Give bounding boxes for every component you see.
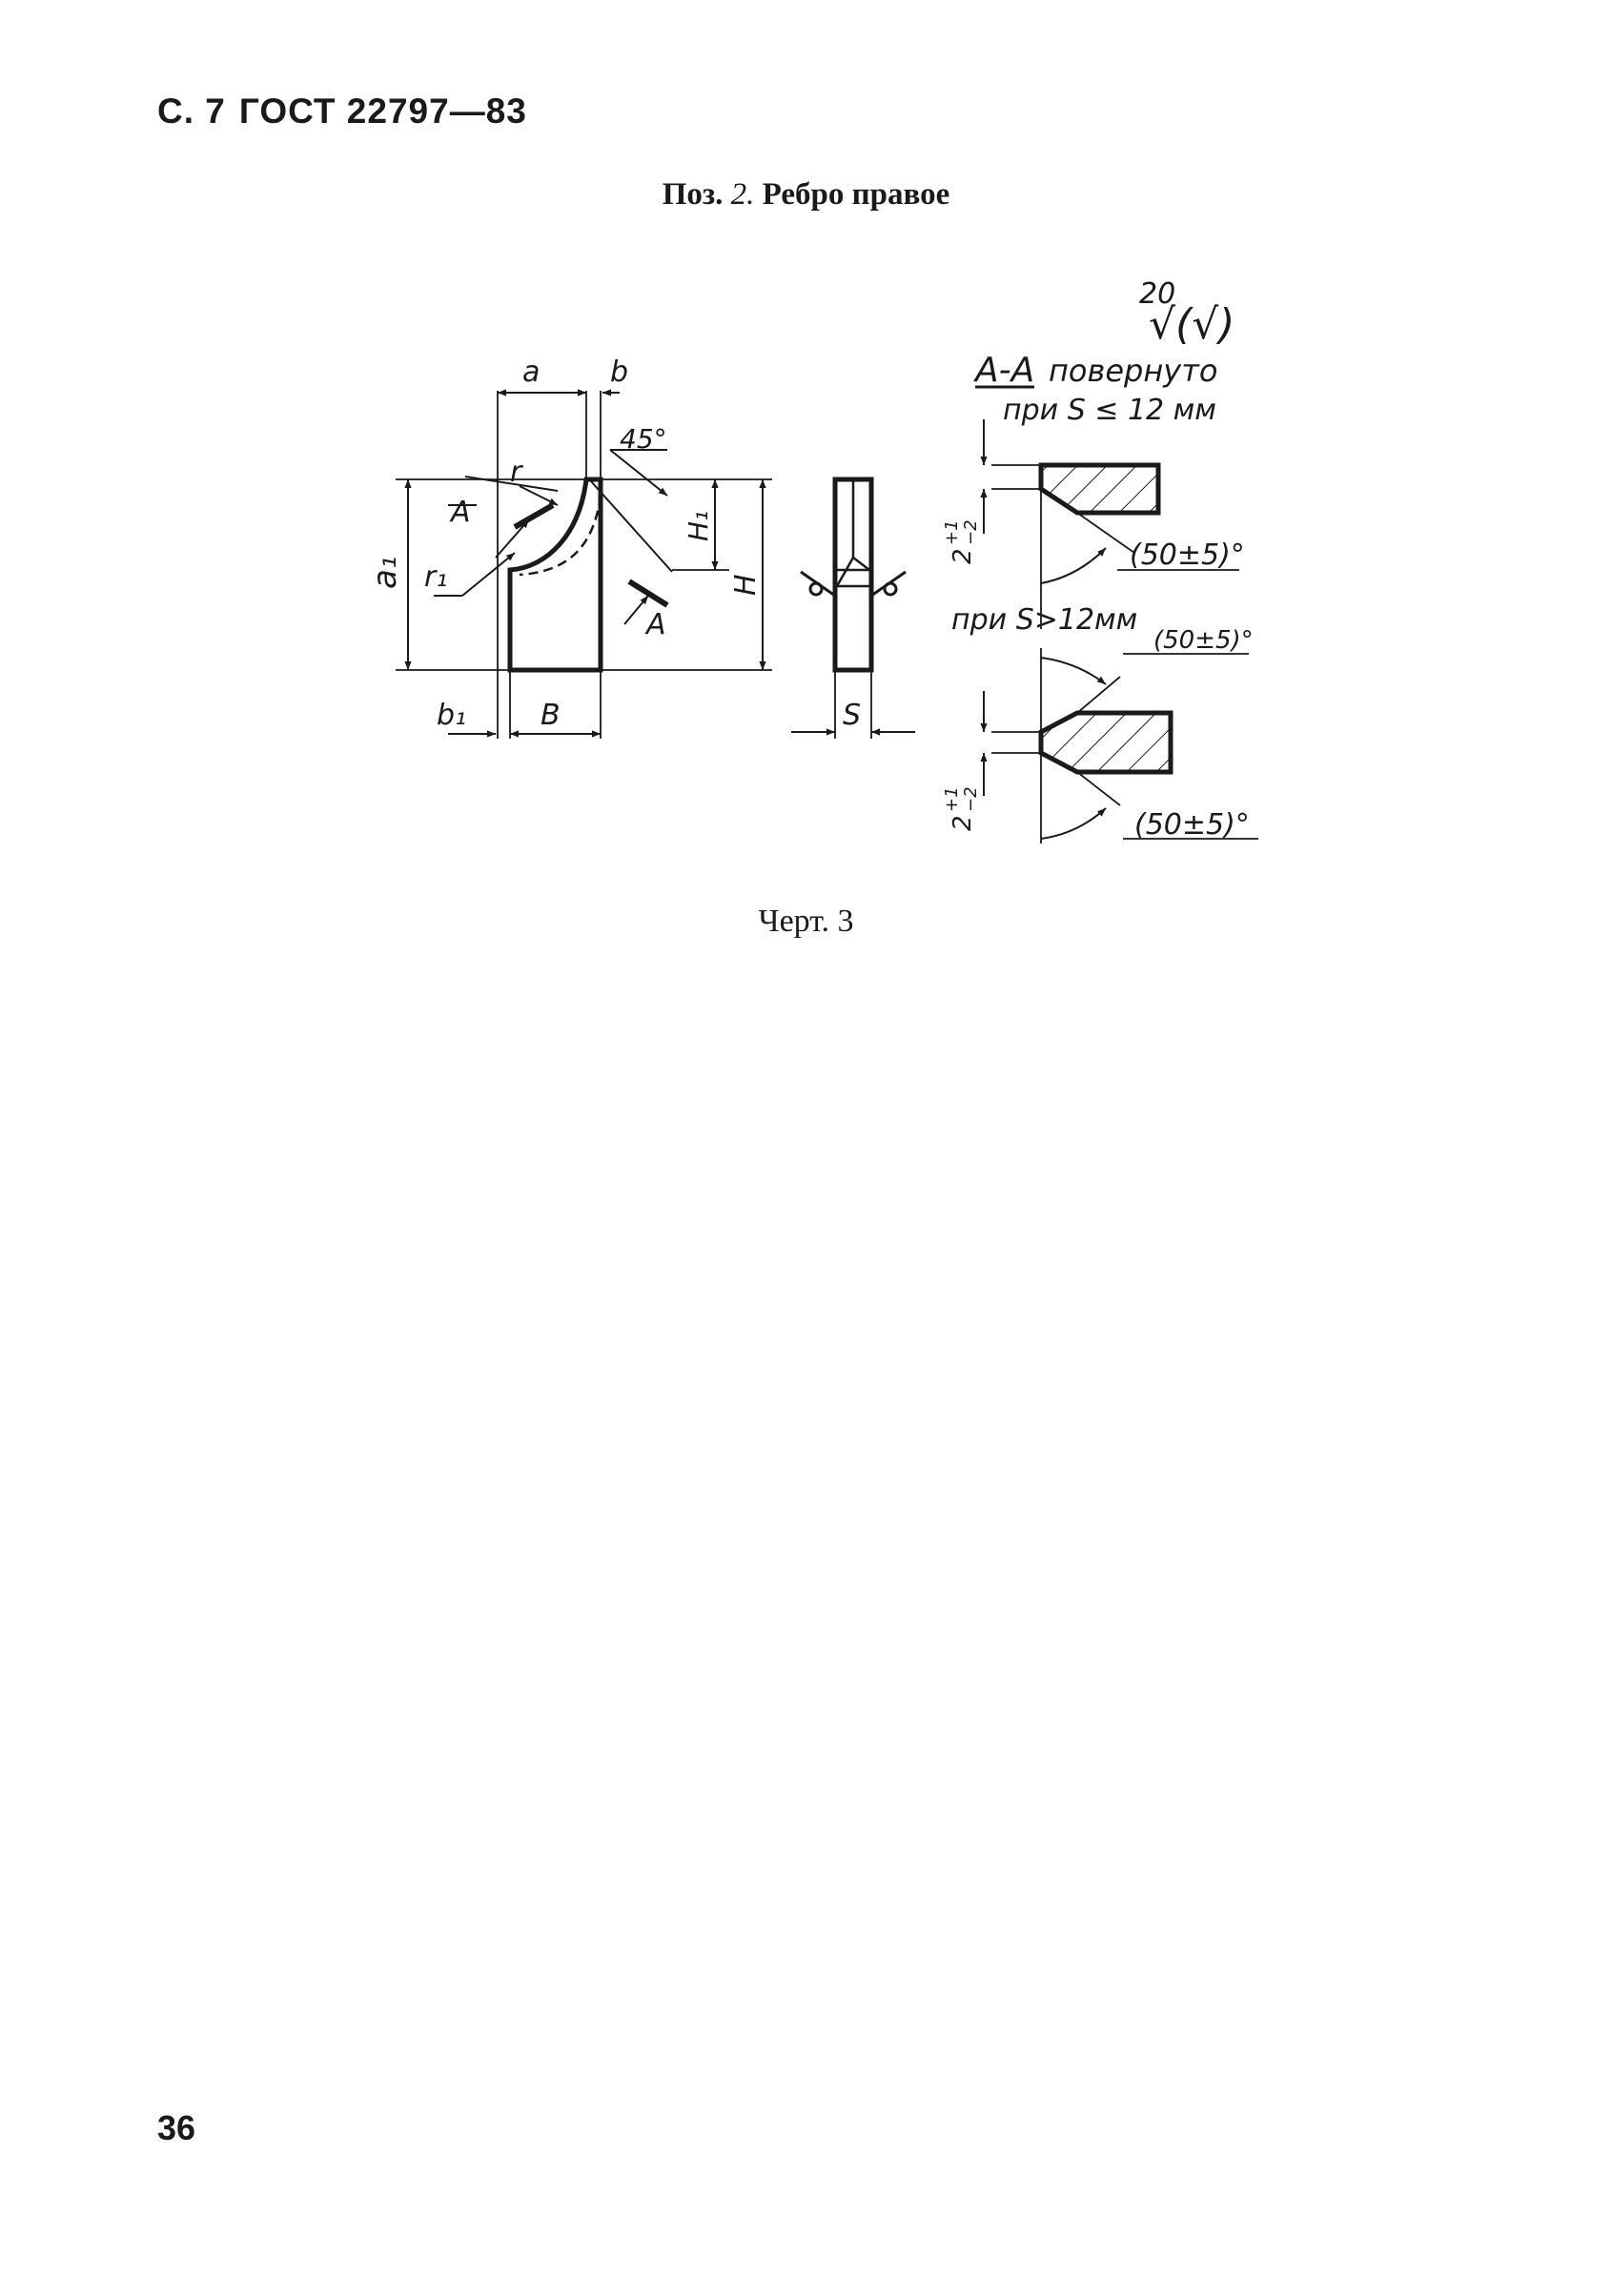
lower-section-hatch <box>1041 713 1171 772</box>
gap-lower-minus: −2 <box>961 786 981 812</box>
condition-gt: при S>12мм <box>951 603 1138 637</box>
dim-b1: b₁ <box>437 699 467 732</box>
angle-middle: (50±5)° <box>1153 626 1254 655</box>
part-name: Ребро правое <box>762 177 950 212</box>
dim-b-width: B <box>541 699 561 732</box>
dim-chamfer: 45° <box>620 423 667 455</box>
gap-upper-minus: −2 <box>961 519 981 545</box>
roughness-value: 20 <box>1139 277 1176 311</box>
angle-lower: (50±5)° <box>1134 808 1250 842</box>
page-number: 36 <box>157 2108 196 2147</box>
position-label: Поз. <box>662 177 724 212</box>
dim-s: S <box>843 699 862 732</box>
rib-outline <box>510 479 601 670</box>
dim-a: a <box>522 356 541 389</box>
standard-ref: ГОСТ 22797—83 <box>238 91 527 131</box>
front-view-labels <box>366 356 763 732</box>
gap-lower: 2 <box>949 815 977 831</box>
section-name: А-А <box>975 351 1035 390</box>
dim-h: H <box>729 574 763 596</box>
dim-h1: H₁ <box>683 510 714 541</box>
page-ref: С. 7 <box>157 91 226 131</box>
angle-upper: (50±5)° <box>1130 538 1245 572</box>
dim-r1: r₁ <box>424 560 448 594</box>
gap-upper: 2 <box>949 548 977 564</box>
roughness-symbol: √(√) <box>1149 300 1235 349</box>
front-view <box>396 391 772 739</box>
dim-a1: a₁ <box>366 556 404 589</box>
gap-lower-plus: +1 <box>942 786 962 812</box>
section-mark-top: A <box>451 496 471 529</box>
section-mark-bottom: A <box>646 608 666 641</box>
dim-r: r <box>510 456 522 489</box>
position-number: 2. <box>730 177 755 212</box>
gap-upper-plus: +1 <box>942 519 962 545</box>
upper-section-hatch <box>1041 465 1158 513</box>
dim-b: b <box>610 356 629 389</box>
figure-caption: Черт. 3 <box>758 904 854 939</box>
condition-le: при S ≤ 12 мм <box>1003 394 1216 427</box>
section-note: повернуто <box>1049 353 1218 389</box>
